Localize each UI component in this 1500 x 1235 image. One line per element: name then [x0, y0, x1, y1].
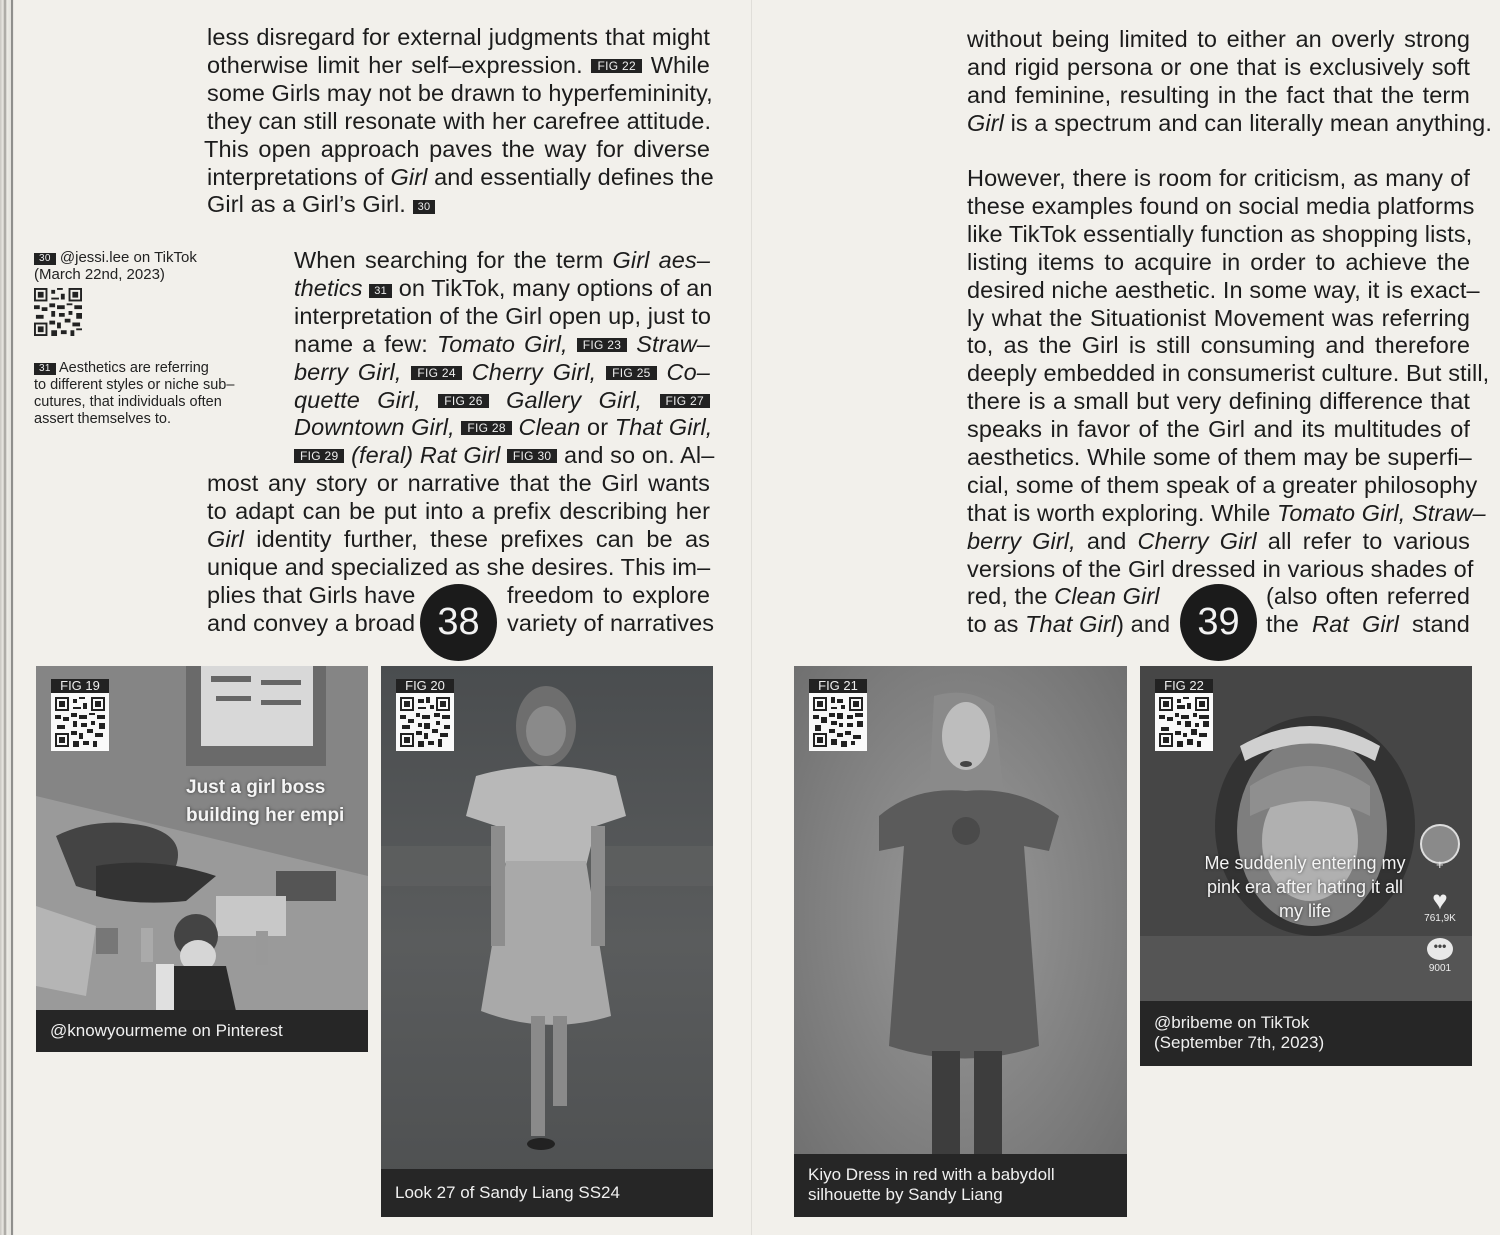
page-number-38: 38	[420, 584, 497, 661]
plus-icon[interactable]: +	[1436, 857, 1444, 872]
meme-overlay-text: Just a girl boss building her empi	[186, 777, 345, 826]
sidenote-30: 30 @jessi.lee on TikTok (March 22nd, 2023)	[34, 249, 234, 340]
fig-ref-tag[interactable]: FIG 23	[577, 338, 627, 352]
like-count: 761,9K	[1424, 913, 1456, 924]
qr-code-icon[interactable]	[396, 693, 454, 751]
qr-code-icon[interactable]	[1155, 693, 1213, 751]
avatar[interactable]	[1420, 824, 1460, 872]
fig-ref-tag[interactable]: FIG 28	[461, 421, 511, 435]
figure-20[interactable]	[381, 666, 713, 1217]
figure-21[interactable]	[794, 666, 1127, 1217]
left-text-after-pagenum: freedom to explore variety of narratives	[507, 582, 715, 636]
right-paragraph-1: without being limited to either an overly strong and rigid persona or one that is exclusively soft and feminine, resulting in the fact that the term Girl is a spectrum and can literally mean anything.	[967, 26, 1492, 136]
figure-caption: Kiyo Dress in red with a babydoll silhouette by Sandy Liang	[794, 1154, 1127, 1217]
figure-label: FIG 20	[396, 679, 454, 693]
tiktok-action-bar	[1420, 824, 1460, 974]
figure-label: FIG 19	[51, 679, 109, 693]
sidenote-31: 31 Aesthetics are referring to different styles or niche sub– cutures, that individuals often assert themselves to.	[34, 360, 235, 427]
qr-code-icon[interactable]	[809, 693, 867, 751]
tiktok-overlay-text: Me suddenly entering my pink era after hating it all my life	[1204, 853, 1406, 921]
footnote-ref-31[interactable]: 31	[369, 284, 392, 298]
figure-caption: @knowyourmeme on Pinterest	[36, 1010, 368, 1052]
figure-22[interactable]	[1140, 666, 1472, 1066]
figure-label: FIG 22	[1155, 679, 1213, 693]
fig-ref-tag[interactable]: FIG 24	[411, 366, 461, 380]
comment-icon[interactable]: •••	[1427, 938, 1453, 960]
left-text-before-pagenum: plies that Girls have and convey a broad	[207, 582, 416, 636]
qr-code-icon[interactable]	[51, 693, 109, 751]
left-paragraph-2: When searching for the term Girl aes– thetics 31 on TikTok, many options of an interpretation of the Girl open up, just to name a few: Tomato Girl, FIG 23 Straw– berry Girl, FIG 24 Cherry Girl, FIG 25 Co– quette Girl, FIG 26 Gallery Girl, FIG 27 Downtown Girl, FIG 28 Clean or That Girl, FIG 29 (feral) Rat Girl FIG 30 and so on. Al–	[294, 247, 715, 469]
figure-label: FIG 21	[809, 679, 867, 693]
fig-ref-tag[interactable]: FIG 22	[591, 59, 641, 73]
page-number-39: 39	[1180, 584, 1257, 661]
qr-code-icon[interactable]	[34, 288, 82, 336]
page-edge	[0, 0, 14, 1235]
left-paragraph-1: less disregard for external judgments that might otherwise limit her self–expression. FIG 22 While some Girls may not be drawn to hyperfemininity, they can still resonate with her carefree attitude. This open approach paves the way for diverse interpretations of Girl and essentially defines the Girl as a Girl’s Girl. 30	[204, 24, 714, 218]
figure-caption: @bribeme on TikTok (September 7th, 2023)	[1140, 1001, 1472, 1066]
page-right	[752, 0, 1500, 1235]
right-text-after-pagenum: (also often referred the Rat Girl stand	[1266, 583, 1470, 637]
comment-count: 9001	[1428, 963, 1452, 974]
right-text-before-pagenum: red, the Clean Girl to as That Girl) and	[967, 583, 1171, 637]
footnote-ref-30[interactable]: 30	[413, 200, 436, 214]
fig-ref-tag[interactable]: FIG 29	[294, 449, 344, 463]
left-paragraph-2-continued: most any story or narrative that the Girl wants to adapt can be put into a prefix describing her Girl identity further, these prefixes can be as unique and specialized as she desires. This im–	[207, 470, 711, 580]
fig-ref-tag[interactable]: FIG 25	[606, 366, 656, 380]
figure-caption: Look 27 of Sandy Liang SS24	[381, 1169, 713, 1217]
fig-ref-tag[interactable]: FIG 27	[660, 394, 710, 408]
right-paragraph-2: However, there is room for criticism, as many of these examples found on social media platforms like TikTok essentially function as shopping lists, listing items to acquire in order to achieve the desired niche aesthetic. In some way, it is exact– ly what the Situationist Movement was referring to, as the Girl is still consuming and therefore deeply embedded in consumerist culture. But still, there is a small but very defining difference that speaks in favor of the Girl and its multitudes of aesthetics. While some of them may be superfi– cial, some of them speak of a greater philosophy that is worth exploring. While Tomato Girl, Straw– berry Girl, and Cherry Girl all refer to various versions of the Girl dressed in various shades of	[967, 165, 1490, 582]
fig-ref-tag[interactable]: FIG 26	[438, 394, 488, 408]
fig-ref-tag[interactable]: FIG 30	[507, 449, 557, 463]
figure-19[interactable]	[36, 666, 368, 1052]
heart-icon[interactable]: ♥	[1432, 885, 1448, 915]
